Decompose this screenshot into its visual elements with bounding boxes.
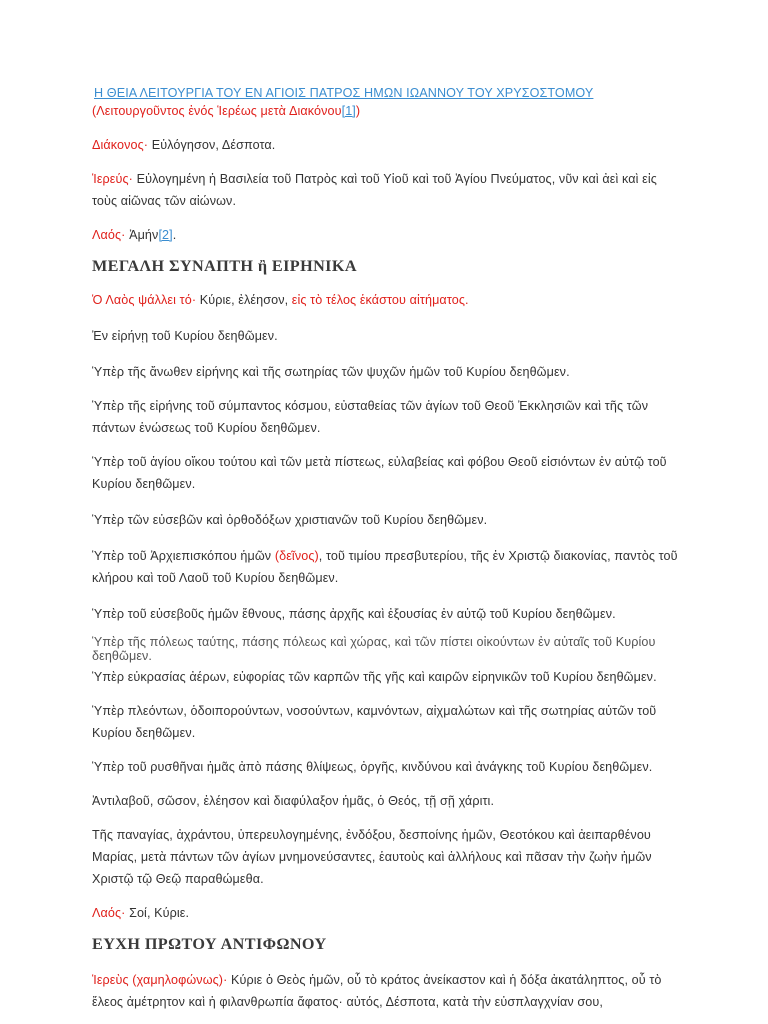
speaker-label: Λαός· (92, 228, 126, 242)
speaker-label: Ἱερεὺς (χαμηλοφώνως)· (92, 973, 228, 987)
subtitle-close: ) (355, 104, 361, 118)
petition-12: Ἀντιλαβοῦ, σῶσον, ἐλέησον καὶ διαφύλαξον ἡμᾶς, ὁ Θεός, τῇ σῇ χάριτι. (92, 794, 495, 808)
paragraph-deacon (92, 134, 680, 156)
speaker-label: Λαός· (92, 906, 126, 920)
placeholder-name: (δεῖνος) (274, 549, 319, 563)
paragraph-priest-prayer (92, 969, 680, 1013)
paragraph-text: Εὐλογημένη ἡ Βασιλεία τοῦ Πατρὸς καὶ τοῦ Υἱοῦ καὶ τοῦ Ἁγίου Πνεύματος, νῦν καὶ ἀεὶ καὶ εἰς τοὺς αἰῶνας τῶν αἰώνων. (92, 172, 657, 208)
petition-11: Ὑπὲρ τοῦ ρυσθῆναι ἡμᾶς ἀπὸ πάσης θλίψεως, ὀργῆς, κινδύνου καὶ ἀνάγκης τοῦ Κυρίου δεηθῶμεν. (92, 760, 653, 774)
petition-9: Ὑπὲρ εὐκρασίας ἀέρων, εὐφορίας τῶν καρπῶν τῆς γῆς καὶ καιρῶν εἰρηνικῶν τοῦ Κυρίου δεηθῶμεν. (92, 670, 657, 684)
petition-5: Ὑπὲρ τῶν εὐσεβῶν καὶ ὀρθοδόξων χριστιανῶν τοῦ Κυρίου δεηθῶμεν. (92, 513, 488, 527)
section-heading-first-antiphon: ΕΥΧΗ ΠΡΩΤΟΥ ΑΝΤΙΦΩΝΟΥ (92, 935, 327, 953)
liturgy-subtitle (92, 100, 680, 122)
speaker-label: Ἱερεύς· (92, 172, 133, 186)
petition-3: Ὑπὲρ τῆς εἰρήνης τοῦ σύμπαντος κόσμου, εὐσταθείας τῶν ἁγίων τοῦ Θεοῦ Ἐκκλησιῶν καὶ τῆς τῶν πάντων ἑνώσεως τοῦ Κυρίου δεηθῶμεν. (92, 399, 649, 435)
petition-8: Ὑπὲρ τῆς πόλεως ταύτης, πάσης πόλεως καὶ χώρας, καὶ τῶν πίστει οἰκούντων ἐν αὐταῖς τοῦ Κυρίου δεηθῶμεν. (92, 635, 656, 663)
paragraph-text: Κύριε ὁ Θεὸς ἡμῶν, οὗ τὸ κράτος ἀνείκαστον καὶ ἡ δόξα ἀκατάληπτος, οὗ τὸ ἔλεος ἀμέτρητον καὶ ἡ φιλανθρωπία ἄφατος· αὐτός, Δέσποτα, κατὰ τὴν εὐσπλαγχνίαν σου, (92, 973, 662, 1009)
paragraph-text: Κύριε, ἐλέησον, (196, 293, 292, 307)
petition-7: Ὑπὲρ τοῦ εὐσεβοῦς ἡμῶν ἔθνους, πάσης ἀρχῆς καὶ ἐξουσίας ἐν αὐτῷ τοῦ Κυρίου δεηθῶμεν. (92, 607, 616, 621)
petition-4: Ὑπὲρ τοῦ ἁγίου οἴκου τούτου καὶ τῶν μετὰ πίστεως, εὐλαβείας καὶ φόβου Θεοῦ εἰσιόντων ἐν αὐτῷ τοῦ Κυρίου δεηθῶμεν. (92, 455, 667, 491)
petition-1: Ἐν εἰρήνῃ τοῦ Κυρίου δεηθῶμεν. (92, 329, 278, 343)
rubric-people-chant (92, 289, 680, 311)
section-heading-great-litany: ΜΕΓΑΛΗ ΣΥΝΑΠΤΗ ἢ ΕΙΡΗΝΙΚΑ (92, 257, 357, 275)
petition-13: Τῆς παναγίας, ἀχράντου, ὑπερευλογημένης, ἐνδόξου, δεσποίνης ἡμῶν, Θεοτόκου καὶ ἀειπαρθένου Μαρίας, μετὰ πάντων τῶν ἁγίων μνημονεύσαντες, ἑαυτοὺς καὶ ἀλλήλους καὶ πᾶσαν τὴν ζωὴν ἡμῶν Χριστῷ τῷ Θεῷ παραθώμεθα. (92, 828, 652, 886)
paragraph-people-response (92, 902, 680, 924)
paragraph-priest (92, 168, 680, 212)
petition-2: Ὑπὲρ τῆς ἄνωθεν εἰρήνης καὶ τῆς σωτηρίας τῶν ψυχῶν ἡμῶν τοῦ Κυρίου δεηθῶμεν. (92, 365, 570, 379)
petition-10: Ὑπὲρ πλεόντων, ὁδοιπορούντων, νοσούντων, καμνόντων, αἰχμαλώτων καὶ τῆς σωτηρίας αὐτῶν τοῦ Κυρίου δεηθῶμεν. (92, 704, 657, 740)
subtitle-text: (Λειτουργοῦντος ἑνός Ἱερέως μετὰ Διακόνου (92, 104, 342, 118)
footnote-link-2[interactable]: [2] (158, 228, 173, 242)
rubric-note: εἰς τὸ τέλος ἑκάστου αἰτήματος. (291, 293, 469, 307)
liturgy-title-link[interactable]: Η ΘΕΙΑ ΛΕΙΤΟΥΡΓΙΑ ΤΟΥ ΕΝ ΑΓΙΟΙΣ ΠΑΤΡΟΣ ΗΜΩΝ ΙΩΑΝΝΟΥ ΤΟΥ ΧΡΥΣΟΣΤΟΜΟΥ (94, 86, 594, 100)
paragraph-text: Ὑπὲρ τοῦ Ἀρχιεπισκόπου ἡμῶν (92, 549, 275, 563)
paragraph-text: , τοῦ τιμίου πρεσβυτερίου, τῆς ἐν Χριστῷ διακονίας, παντὸς τοῦ κλήρου καὶ τοῦ Λαοῦ τοῦ Κυρίου δεηθῶμεν. (92, 549, 678, 585)
rubric-label: Ὁ Λαὸς ψάλλει τό· (92, 293, 197, 307)
paragraph-people-amen (92, 224, 680, 246)
paragraph-tail: . (172, 228, 177, 242)
paragraph-text: Ἀμήν (125, 228, 159, 242)
speaker-label: Διάκονος· (92, 138, 149, 152)
petition-6 (92, 545, 680, 589)
paragraph-text: Εὐλόγησον, Δέσποτα. (148, 138, 276, 152)
paragraph-text: Σοί, Κύριε. (125, 906, 190, 920)
footnote-link-1[interactable]: [1] (341, 104, 356, 118)
